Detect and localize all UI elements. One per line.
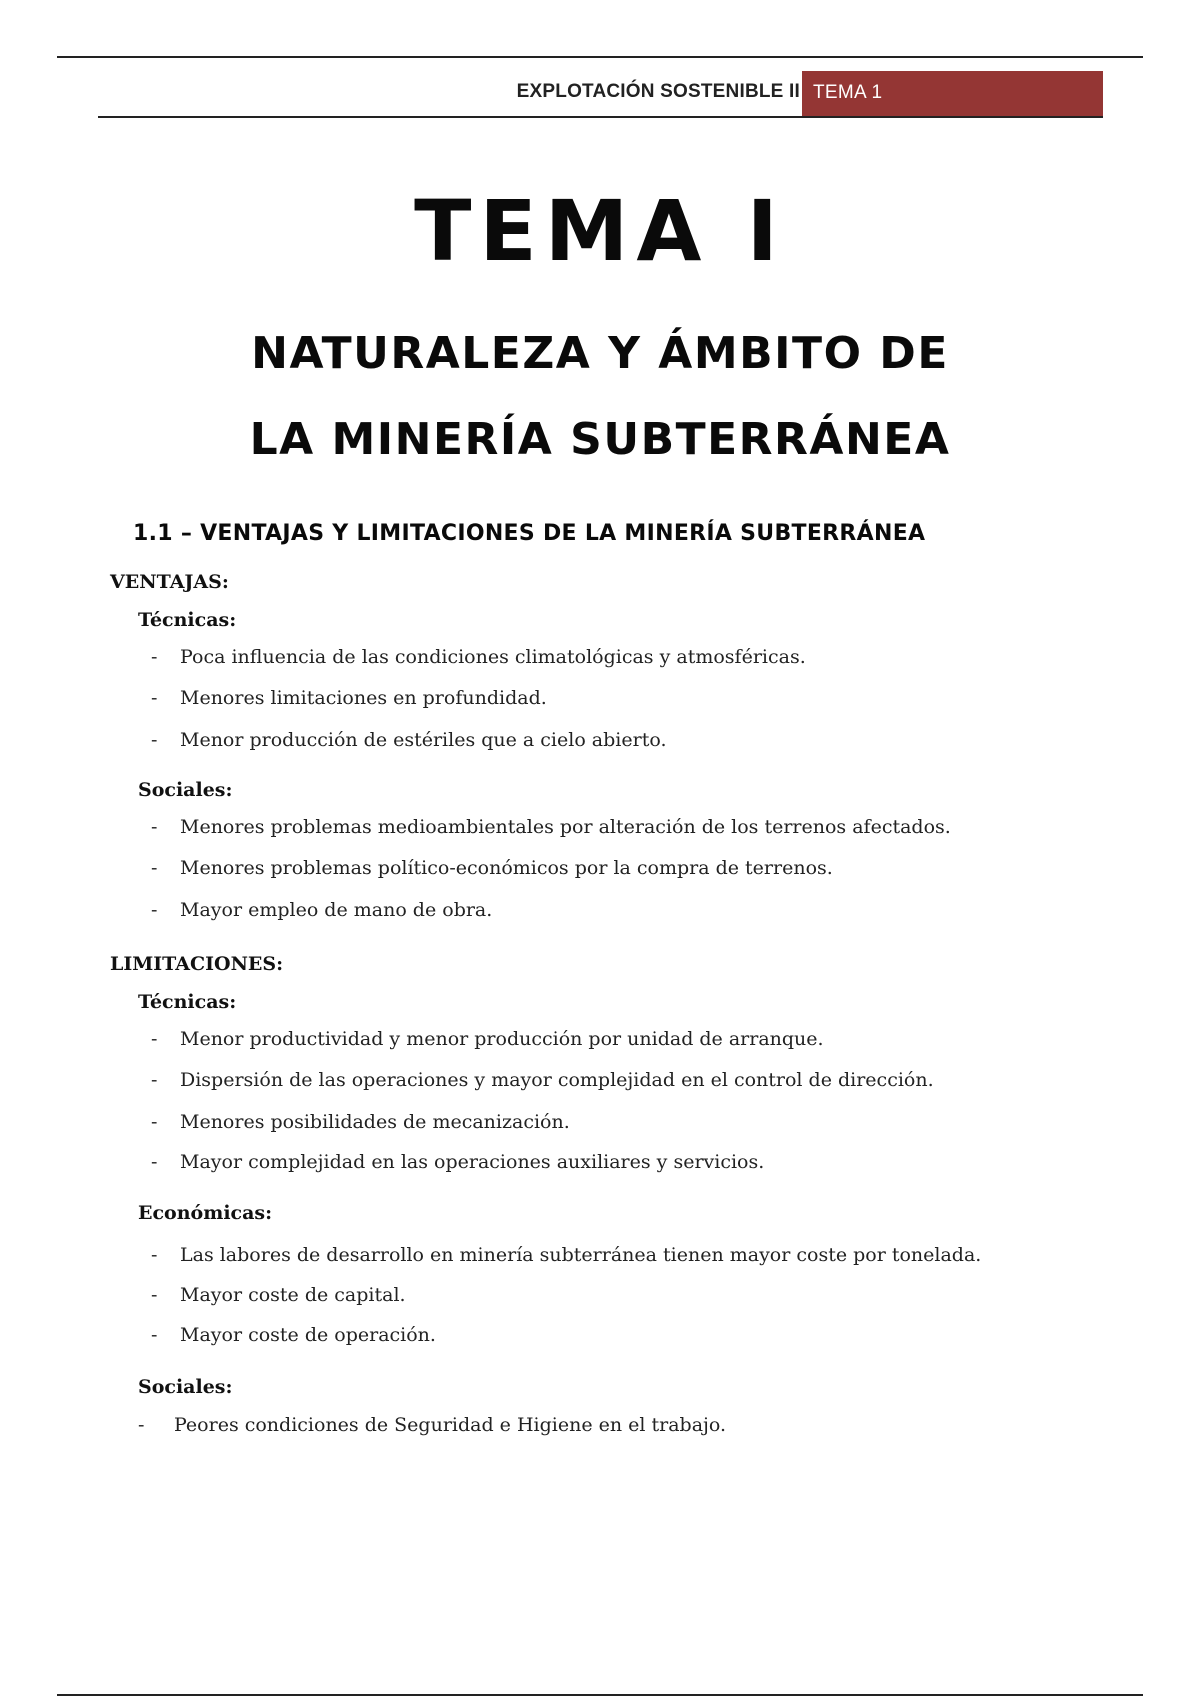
list-item: Menores problemas político-económicos por la compra de terrenos. [180,857,833,879]
list-bullet: - [151,729,158,751]
list-bullet: - [151,1324,158,1346]
limitaciones-label: LIMITACIONES: [110,953,284,975]
list-item: Menores limitaciones en profundidad. [180,687,547,709]
limitaciones-tecnicas-label: Técnicas: [138,991,237,1013]
list-item: Las labores de desarrollo en minería subterránea tienen mayor coste por tonelada. [180,1244,982,1266]
header-rule [98,116,1103,118]
list-bullet: - [151,899,158,921]
list-bullet: - [151,857,158,879]
ventajas-tecnicas-label: Técnicas: [138,609,237,631]
list-bullet: - [151,1284,158,1306]
list-item: Mayor coste de capital. [180,1284,406,1306]
list-item: Mayor empleo de mano de obra. [180,899,493,921]
limitaciones-economicas-label: Económicas: [138,1202,273,1224]
list-bullet: - [151,1151,158,1173]
ventajas-sociales-label: Sociales: [138,779,233,801]
list-bullet: - [138,1414,145,1436]
chapter-title: TEMA I [414,182,786,280]
list-item: Menores problemas medioambientales por alteración de los terrenos afectados. [180,816,951,838]
limitaciones-sociales-label: Sociales: [138,1376,233,1398]
section-heading: 1.1 – VENTAJAS Y LIMITACIONES DE LA MINERÍA SUBTERRÁNEA [133,521,926,546]
list-item: Poca influencia de las condiciones climatológicas y atmosféricas. [180,646,806,668]
list-bullet: - [151,646,158,668]
chapter-subtitle-line-1: NATURALEZA Y ÁMBITO DE [251,328,949,379]
list-bullet: - [151,1028,158,1050]
header-course-title: EXPLOTACIÓN SOSTENIBLE II [516,81,800,102]
list-item: Mayor complejidad en las operaciones auxiliares y servicios. [180,1151,765,1173]
list-bullet: - [151,1244,158,1266]
ventajas-label: VENTAJAS: [110,571,229,593]
chapter-subtitle-line-2: LA MINERÍA SUBTERRÁNEA [249,414,951,465]
list-item: Menor producción de estériles que a cielo abierto. [180,729,667,751]
header-chapter-tag: TEMA 1 [802,71,1103,117]
list-item: Menores posibilidades de mecanización. [180,1111,570,1133]
list-item: Menor productividad y menor producción por unidad de arranque. [180,1028,824,1050]
bottom-rule [57,1694,1143,1696]
list-item: Peores condiciones de Seguridad e Higiene en el trabajo. [174,1414,727,1436]
list-bullet: - [151,1111,158,1133]
list-bullet: - [151,687,158,709]
list-item: Dispersión de las operaciones y mayor complejidad en el control de dirección. [180,1069,934,1091]
list-bullet: - [151,1069,158,1091]
top-rule [57,56,1143,58]
page-header [98,71,1103,117]
list-bullet: - [151,816,158,838]
list-item: Mayor coste de operación. [180,1324,436,1346]
